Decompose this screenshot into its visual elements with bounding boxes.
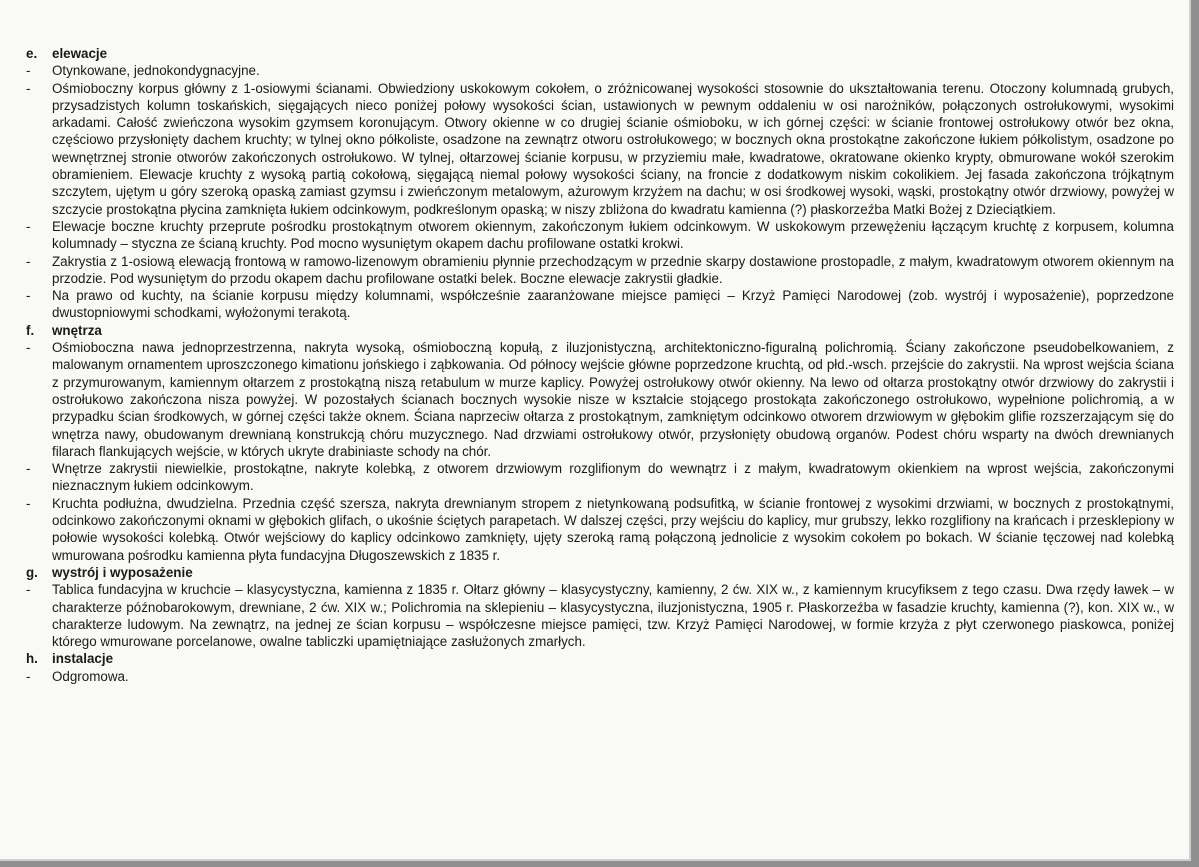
bullet-dash: -: [26, 218, 31, 234]
section-title: wystrój i wyposażenie: [52, 564, 193, 580]
item-text: Ośmioboczna nawa jednoprzestrzenna, nakryta wysoką, ośmioboczną kopułą, z iluzjonistyczną, architektoniczno-figuralną polichromią. Ściany zakończone pseudobelkowaniem, z malowanym ornamentem uproszczonego kimationu jońskiego i ząbkowania. Od północy wejście główne poprzedzone kruchtą, od płd.-wsch. przejście do zakrystii. Na wprost wejścia ściana z przymurowanym, kamiennym ołtarzem z prostokątną niszą retabulum w murze kaplicy. Powyżej ostrołukowy otwór okienny. Na lewo od ołtarza prostokątny otwór drzwiowy do zakrystii i ostrołukowo zakończona nisza powyżej. W pozostałych ścianach bocznych wysokie nisze w kształcie stojącego prostokąta zakończonego ostrołukowo, wypełnione polichromią, a w przypadku ścian środkowych, w górnej części także oknem. Ściana naprzeciw ołtarza z prostokątnym, zamkniętym odcinkowo otworem drzwiowym w głębokim glifie rozszerzającym się do wnętrza nawy, obudowanym drewnianą konstrukcją chóru muzycznego. Nad drzwiami ostrołukowy otwór, przysłonięty obudową organów. Podest chóru wsparty na dwóch drewnianych filarach flankujących wejście, w których ukryte drabiniaste schody na chór.: [52, 340, 1174, 459]
list-item: [26, 495, 1174, 564]
section-title: instalacje: [52, 651, 114, 667]
list-item: [26, 287, 1174, 322]
section-title: wnętrza: [52, 322, 102, 338]
section-letter: g.: [26, 564, 38, 580]
section-heading: [26, 322, 1174, 339]
section-letter: e.: [26, 46, 38, 61]
list-item: [26, 668, 1174, 685]
list-item: [26, 339, 1174, 460]
bullet-dash: -: [26, 253, 31, 269]
section-heading: [26, 564, 1174, 581]
item-text: Tablica fundacyjna w kruchcie – klasycystyczna, kamienna z 1835 r. Ołtarz główny – klasycystyczny, kamienny, 2 ćw. XIX w., z kamiennym krucyfiksem z tego czasu. Dwa rzędy ławek – w charakterze późnobarokowym, drewniane, 2 ćw. XIX w.; Polichromia na sklepieniu – klasycystyczna, iluzjonistyczna, 1905 r. Płaskorzeźba w fasadzie kruchty, kamienna (?), kon. XIX w., w charakterze ludowym. Na zewnątrz, na jednej ze ścian korpusu – współczesne miejsce pamięci, tzw. Krzyż Pamięci Narodowej, w formie krzyża z płyt czerwonego piaskowca, poniżej którego wmurowane porcelanowe, owalne tabliczki upamiętniające zasłużonych zmarłych.: [52, 582, 1174, 650]
item-text: Na prawo od kuchty, na ścianie korpusu między kolumnami, współcześnie zaaranżowane miejsce pamięci – Krzyż Pamięci Narodowej (zob. wystrój i wyposażenie), poprzedzone dwustopniowymi schodkami, wyłożonymi terakotą.: [52, 288, 1174, 321]
list-item: [26, 80, 1174, 218]
item-text: Elewacje boczne kruchty przeprute pośrodku prostokątnym otworem okiennym, zakończonym łukiem odcinkowym. W uskokowym przewężeniu łączącym kruchtę z korpusem, kolumna kolumnady – styczna ze ścianą kruchty. Pod mocno wysuniętym okapem dachu profilowane ostatki krokwi.: [52, 218, 1174, 252]
bullet-dash: -: [26, 495, 31, 511]
list-item: [26, 253, 1174, 288]
bullet-dash: -: [26, 340, 31, 356]
bullet-dash: -: [26, 461, 31, 477]
list-item: [26, 62, 1174, 79]
section-heading: [26, 650, 1174, 667]
item-text: Otynkowane, jednokondygnacyjne.: [52, 63, 260, 79]
bullet-dash: -: [26, 63, 31, 79]
list-item: [26, 581, 1174, 650]
item-text: Ośmioboczny korpus główny z 1-osiowymi ścianami. Obwiedziony uskokowym cokołem, o zróżnicowanej wysokości stosownie do ukształtowania terenu. Otoczony kolumnadą grubych, przysadzistych kolumn toskańskich, sięgających nieco poniżej połowy wysokości ścian, ustawionych w pewnym oddaleniu w osi narożników, połączonych ostrołukowymi, wysokimi arkadami. Całość zwieńczona wysokim gzymsem koronującym. Otwory okienne w co drugiej ścianie ośmioboku, w ich górnej części: w ścianie frontowej ostrołukowy otwór bez okna, częściowo przysłonięty dachem kruchty; w tylnej okno półkoliste, osadzone na zewnątrz otworu ostrołukowego; w bocznych okna prostokątne zakończone łukiem półkolistym, osadzone po wewnętrznej stronie otworów zakończonych ostrołukowo. W tylnej, ołtarzowej ścianie korpusu, w przyziemiu małe, kwadratowe, okratowane okienko krypty, obmurowane wokół szerokim obramieniem. Elewacje kruchty z wysoką partią cokołową, sięgającą niemal połowy wysokości ściany, na froncie z dodatkowym niskim cokolikiem. Jej fasada zakończona trójkątnym szczytem, ujętym u góry szeroką opaską zamiast gzymsu i zwieńczonym metalowym, ażurowym krzyżem na dachu; w osi środkowej wysoki, wąski, prostokątny otwór drzwiowy, powyżej w szczycie prostokątna płycina zamknięta łukiem odcinkowym, podkreślonym opaską; w niszy zbliżona do kwadratu kamienna (?) płaskorzeźba Matki Bożej z Dzieciątkiem.: [52, 80, 1174, 217]
bullet-dash: -: [26, 668, 31, 684]
item-text: Wnętrze zakrystii niewielkie, prostokątne, nakryte kolebką, z otworem drzwiowym rozglifionym do wewnątrz i z małym, kwadratowym okienkiem na wprost wejścia, zakończonymi nieznacznym łukiem odcinkowym.: [52, 461, 1174, 494]
item-text: Odgromowa.: [52, 668, 129, 684]
item-text: Zakrystia z 1-osiową elewacją frontową w ramowo-lizenowym obramieniu płynnie przechodzącym w przednie skarpy dostawione prostopadle, z małym, kwadratowym otworem okiennym na przodzie. Pod wysuniętym do przodu okapem dachu profilowane ostatki belek. Boczne elewacje zakrystii gładkie.: [52, 253, 1174, 286]
document-content: [26, 45, 1174, 685]
section-letter: f.: [26, 322, 35, 338]
item-text: Kruchta podłużna, dwudzielna. Przednia część szersza, nakryta drewnianym stropem z nietynkowaną podsufitką, w ścianie frontowej z wysokimi drzwiami, w bocznych z prostokątnymi, odcinkowo zakończonymi oknami w głębokich glifach, o ukośnie ściętych parapetach. W dalszej części, przy wejściu do kaplicy, mur grubszy, lekko rozglifiony na krańcach i przesklepiony w połowie wysokości kolebką. Otwór wejściowy do kaplicy odcinkowo zamknięty, ujęty szeroką ramą połączoną jednolicie z wysokim cokołem po bokach. W ścianie tęczowej nad kolebką wmurowana pośrodku kamienna płyta fundacyjna Długoszewskich z 1835 r.: [52, 495, 1174, 563]
section-heading: [26, 45, 1174, 62]
bullet-dash: -: [26, 582, 31, 598]
list-item: [26, 218, 1174, 253]
list-item: [26, 460, 1174, 495]
bullet-dash: -: [26, 80, 31, 96]
section-letter: h.: [26, 651, 38, 667]
section-title: elewacje: [52, 46, 108, 61]
bullet-dash: -: [26, 288, 31, 304]
